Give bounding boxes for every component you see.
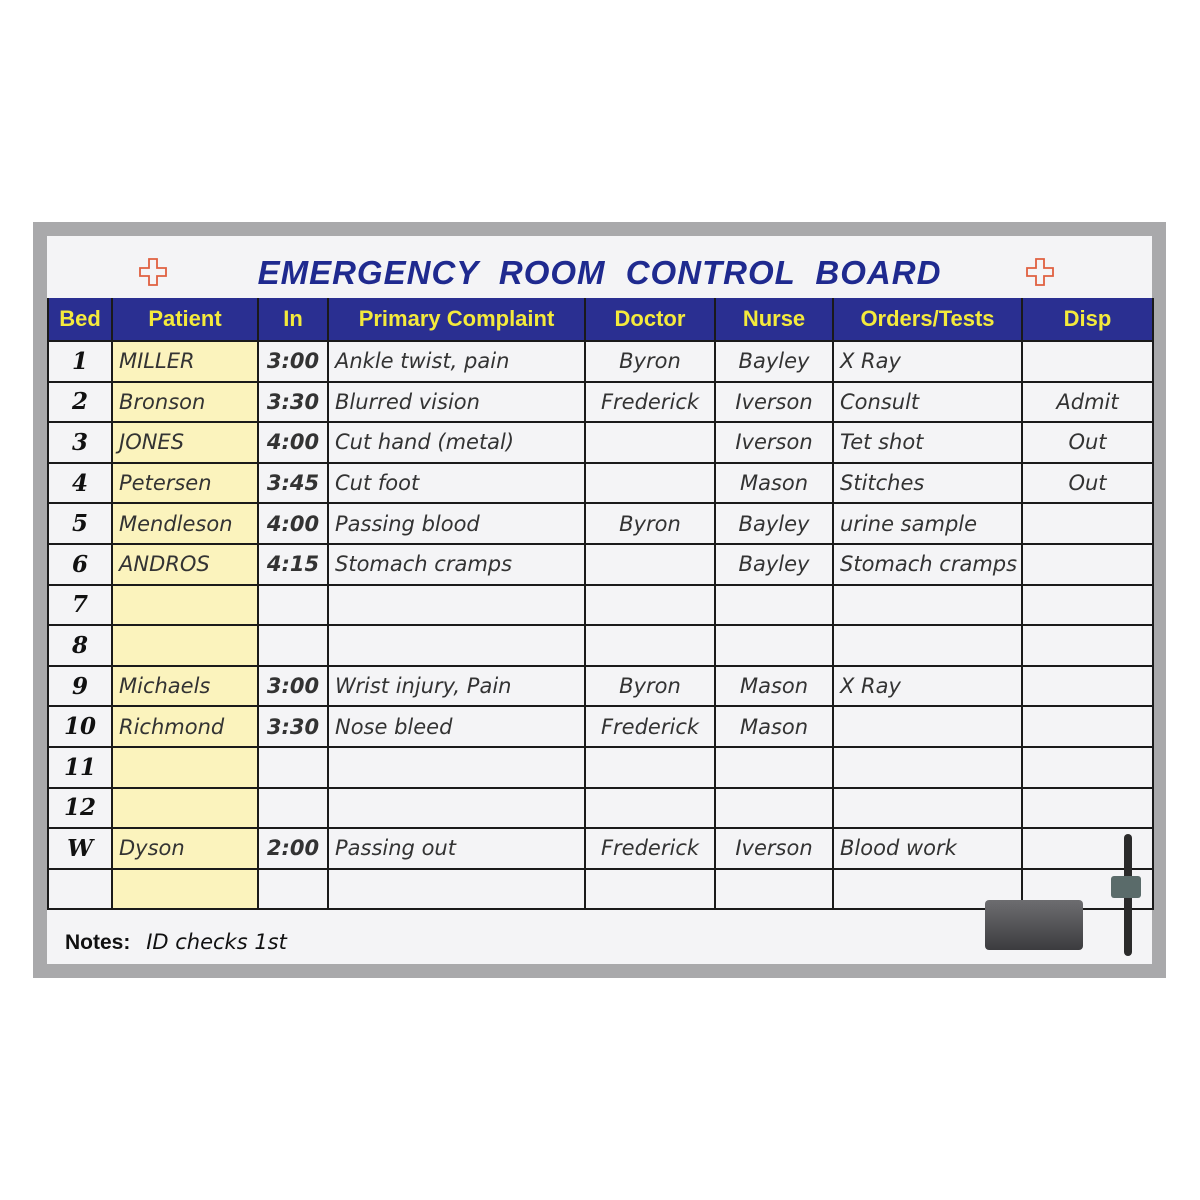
doctor-cell — [585, 585, 715, 626]
bed-number-cell: 2 — [48, 382, 112, 423]
patient-name-cell: Mendleson — [112, 503, 258, 544]
header-in: In — [258, 298, 328, 341]
bed-number-cell: 3 — [48, 422, 112, 463]
time-in-cell — [258, 869, 328, 910]
time-in-cell: 4:00 — [258, 422, 328, 463]
disposition-cell — [1022, 747, 1153, 788]
bed-number-cell: 6 — [48, 544, 112, 585]
patient-name-cell: Dyson — [112, 828, 258, 869]
table-row — [48, 666, 1153, 707]
table-row — [48, 382, 1153, 423]
table-row — [48, 503, 1153, 544]
doctor-cell: Frederick — [585, 828, 715, 869]
table-row — [48, 341, 1153, 382]
orders-tests-cell — [833, 747, 1022, 788]
time-in-cell: 4:15 — [258, 544, 328, 585]
primary-complaint-cell — [328, 747, 585, 788]
patient-name-cell: ANDROS — [112, 544, 258, 585]
eraser — [985, 900, 1083, 950]
orders-tests-cell: X Ray — [833, 341, 1022, 382]
nurse-cell: Bayley — [715, 544, 833, 585]
time-in-cell: 2:00 — [258, 828, 328, 869]
time-in-cell — [258, 625, 328, 666]
orders-tests-cell: X Ray — [833, 666, 1022, 707]
doctor-cell — [585, 625, 715, 666]
patient-name-cell: Petersen — [112, 463, 258, 504]
disposition-cell — [1022, 544, 1153, 585]
nurse-cell — [715, 747, 833, 788]
nurse-cell: Iverson — [715, 382, 833, 423]
bed-number-cell: 4 — [48, 463, 112, 504]
time-in-cell: 3:30 — [258, 706, 328, 747]
doctor-cell — [585, 463, 715, 504]
orders-tests-cell: Consult — [833, 382, 1022, 423]
header-bed: Bed — [48, 298, 112, 341]
table-row — [48, 747, 1153, 788]
primary-complaint-cell: Ankle twist, pain — [328, 341, 585, 382]
bed-number-cell: 10 — [48, 706, 112, 747]
board-title: EMERGENCY ROOM CONTROL BOARD — [257, 254, 942, 291]
disposition-cell — [1022, 666, 1153, 707]
doctor-cell — [585, 869, 715, 910]
primary-complaint-cell: Cut foot — [328, 463, 585, 504]
disposition-cell — [1022, 585, 1153, 626]
notes-label: Notes: — [65, 931, 131, 954]
nurse-cell — [715, 625, 833, 666]
patient-name-cell: Michaels — [112, 666, 258, 707]
time-in-cell — [258, 747, 328, 788]
nurse-cell: Iverson — [715, 828, 833, 869]
bed-number-cell: 11 — [48, 747, 112, 788]
patient-table — [47, 298, 1154, 910]
doctor-cell: Byron — [585, 341, 715, 382]
header-patient: Patient — [112, 298, 258, 341]
nurse-cell: Iverson — [715, 422, 833, 463]
whiteboard-surface — [47, 236, 1152, 964]
table-row — [48, 463, 1153, 504]
primary-complaint-cell: Blurred vision — [328, 382, 585, 423]
nurse-cell: Mason — [715, 706, 833, 747]
primary-complaint-cell — [328, 869, 585, 910]
time-in-cell — [258, 585, 328, 626]
title-bar — [47, 236, 1152, 298]
table-row — [48, 828, 1153, 869]
doctor-cell: Frederick — [585, 382, 715, 423]
nurse-cell: Bayley — [715, 503, 833, 544]
patient-name-cell — [112, 747, 258, 788]
medical-cross-icon — [1024, 256, 1056, 288]
disposition-cell: Out — [1022, 422, 1153, 463]
patient-name-cell — [112, 869, 258, 910]
disposition-cell — [1022, 341, 1153, 382]
nurse-cell — [715, 869, 833, 910]
nurse-cell — [715, 788, 833, 829]
header-orders: Orders/Tests — [833, 298, 1022, 341]
orders-tests-cell — [833, 706, 1022, 747]
time-in-cell: 4:00 — [258, 503, 328, 544]
table-row — [48, 788, 1153, 829]
disposition-cell: Admit — [1022, 382, 1153, 423]
disposition-cell — [1022, 788, 1153, 829]
orders-tests-cell: Tet shot — [833, 422, 1022, 463]
disposition-cell — [1022, 503, 1153, 544]
doctor-cell — [585, 788, 715, 829]
orders-tests-cell — [833, 788, 1022, 829]
patient-name-cell: Richmond — [112, 706, 258, 747]
bed-number-cell: 9 — [48, 666, 112, 707]
header-disp: Disp — [1022, 298, 1153, 341]
primary-complaint-cell: Wrist injury, Pain — [328, 666, 585, 707]
doctor-cell — [585, 544, 715, 585]
nurse-cell: Mason — [715, 666, 833, 707]
table-row — [48, 422, 1153, 463]
header-complaint: Primary Complaint — [328, 298, 585, 341]
bed-number-cell: 7 — [48, 585, 112, 626]
primary-complaint-cell — [328, 625, 585, 666]
header-doctor: Doctor — [585, 298, 715, 341]
primary-complaint-cell: Passing blood — [328, 503, 585, 544]
doctor-cell: Byron — [585, 503, 715, 544]
patient-name-cell — [112, 625, 258, 666]
bed-number-cell — [48, 869, 112, 910]
table-row — [48, 585, 1153, 626]
orders-tests-cell: Stomach cramps — [833, 544, 1022, 585]
whiteboard-frame — [33, 222, 1166, 978]
time-in-cell: 3:00 — [258, 666, 328, 707]
doctor-cell: Byron — [585, 666, 715, 707]
orders-tests-cell — [833, 585, 1022, 626]
bed-number-cell: 5 — [48, 503, 112, 544]
orders-tests-cell — [833, 625, 1022, 666]
orders-tests-cell: Stitches — [833, 463, 1022, 504]
nurse-cell: Bayley — [715, 341, 833, 382]
primary-complaint-cell: Nose bleed — [328, 706, 585, 747]
doctor-cell: Frederick — [585, 706, 715, 747]
nurse-cell: Mason — [715, 463, 833, 504]
primary-complaint-cell — [328, 788, 585, 829]
disposition-cell — [1022, 625, 1153, 666]
disposition-cell — [1022, 706, 1153, 747]
bed-number-cell: 1 — [48, 341, 112, 382]
doctor-cell — [585, 422, 715, 463]
patient-name-cell — [112, 788, 258, 829]
primary-complaint-cell — [328, 585, 585, 626]
time-in-cell: 3:00 — [258, 341, 328, 382]
disposition-cell — [1022, 828, 1153, 869]
bed-number-cell: 8 — [48, 625, 112, 666]
patient-name-cell: JONES — [112, 422, 258, 463]
orders-tests-cell: urine sample — [833, 503, 1022, 544]
time-in-cell: 3:30 — [258, 382, 328, 423]
marker-holder — [1111, 876, 1141, 898]
doctor-cell — [585, 747, 715, 788]
bed-number-cell: W — [48, 828, 112, 869]
table-row — [48, 706, 1153, 747]
notes-value: ID checks 1st — [146, 930, 287, 954]
bed-number-cell: 12 — [48, 788, 112, 829]
patient-name-cell — [112, 585, 258, 626]
nurse-cell — [715, 585, 833, 626]
primary-complaint-cell: Passing out — [328, 828, 585, 869]
time-in-cell — [258, 788, 328, 829]
header-nurse: Nurse — [715, 298, 833, 341]
table-row — [48, 625, 1153, 666]
notes — [65, 930, 287, 955]
primary-complaint-cell: Cut hand (metal) — [328, 422, 585, 463]
patient-name-cell: Bronson — [112, 382, 258, 423]
patient-name-cell: MILLER — [112, 341, 258, 382]
disposition-cell: Out — [1022, 463, 1153, 504]
orders-tests-cell: Blood work — [833, 828, 1022, 869]
table-row — [48, 544, 1153, 585]
header-row — [48, 298, 1153, 341]
time-in-cell: 3:45 — [258, 463, 328, 504]
primary-complaint-cell: Stomach cramps — [328, 544, 585, 585]
